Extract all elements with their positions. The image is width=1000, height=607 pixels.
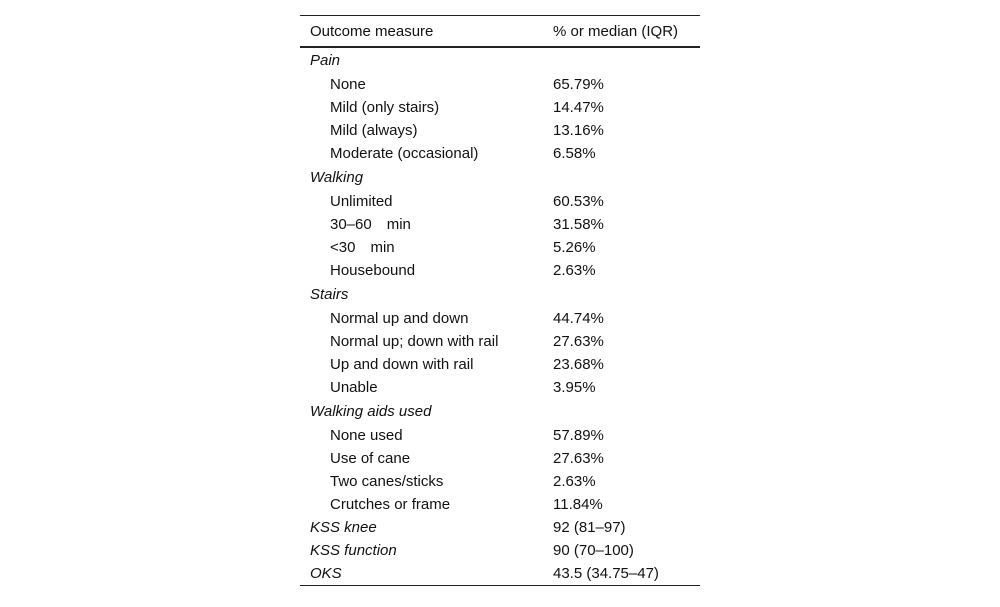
section-title: Pain <box>310 52 341 69</box>
row-label: Unlimited <box>330 193 393 210</box>
row-value: 11.84% <box>553 496 603 513</box>
table-body <box>300 47 700 586</box>
outcome-table <box>300 15 700 586</box>
row-label: None <box>330 76 366 93</box>
row-value: 31.58% <box>553 216 604 233</box>
row-label: Housebound <box>330 262 416 279</box>
section-row-stairs <box>300 282 700 307</box>
row-label: Up and down with rail <box>330 356 474 373</box>
section-title: Walking aids used <box>310 403 432 420</box>
row-value: 60.53% <box>553 193 604 210</box>
row-value: 2.63% <box>553 473 596 490</box>
summary-row-kss-knee <box>300 516 700 539</box>
row-label: Unable <box>330 379 378 396</box>
section-row-walking-aids <box>300 399 700 424</box>
header-outcome-measure: Outcome measure <box>300 16 543 48</box>
row-value: 5.26% <box>553 239 596 256</box>
table-row <box>300 470 700 493</box>
section-row-pain <box>300 47 700 73</box>
table-row <box>300 73 700 96</box>
table-row <box>300 424 700 447</box>
header-row <box>300 16 700 48</box>
row-label: 30–60 min <box>330 216 411 233</box>
table-row <box>300 447 700 470</box>
summary-label: OKS <box>300 562 543 586</box>
row-label: Mild (always) <box>330 122 418 139</box>
row-label: Mild (only stairs) <box>330 99 440 116</box>
row-value: 2.63% <box>553 262 596 279</box>
table-row <box>300 190 700 213</box>
row-value: 57.89% <box>553 427 604 444</box>
row-value: 6.58% <box>553 145 596 162</box>
outcome-table-container <box>300 15 700 586</box>
row-label: Normal up and down <box>330 310 469 327</box>
section-row-walking <box>300 165 700 190</box>
table-row <box>300 96 700 119</box>
row-value: 3.95% <box>553 379 596 396</box>
section-title: Walking <box>310 169 364 186</box>
table-row <box>300 142 700 165</box>
table-header <box>300 16 700 48</box>
table-row <box>300 213 700 236</box>
table-row <box>300 307 700 330</box>
summary-value: 43.5 (34.75–47) <box>543 562 700 586</box>
table-row <box>300 493 700 516</box>
row-label: Two canes/sticks <box>330 473 444 490</box>
row-value: 13.16% <box>553 122 604 139</box>
table-row <box>300 259 700 282</box>
row-label: Normal up; down with rail <box>330 333 499 350</box>
table-row <box>300 376 700 399</box>
summary-value: 92 (81–97) <box>553 519 626 536</box>
summary-label: KSS knee <box>310 519 377 536</box>
row-label: None used <box>330 427 403 444</box>
table-row <box>300 330 700 353</box>
row-value: 27.63% <box>553 333 604 350</box>
row-value: 14.47% <box>553 99 604 116</box>
table-row <box>300 353 700 376</box>
row-value: 65.79% <box>553 76 604 93</box>
row-label: Moderate (occasional) <box>330 145 479 162</box>
row-label: <30 min <box>330 239 395 256</box>
row-label: Crutches or frame <box>330 496 451 513</box>
row-value: 27.63% <box>553 450 604 467</box>
table-row <box>300 236 700 259</box>
table-row <box>300 119 700 142</box>
summary-value: 90 (70–100) <box>553 542 634 559</box>
summary-row-kss-function <box>300 539 700 562</box>
row-value: 44.74% <box>553 310 604 327</box>
header-percent-or-median: % or median (IQR) <box>543 16 700 48</box>
summary-row-oks <box>300 562 700 586</box>
summary-label: KSS function <box>310 542 397 559</box>
row-value: 23.68% <box>553 356 604 373</box>
section-title: Stairs <box>310 286 349 303</box>
row-label: Use of cane <box>330 450 411 467</box>
